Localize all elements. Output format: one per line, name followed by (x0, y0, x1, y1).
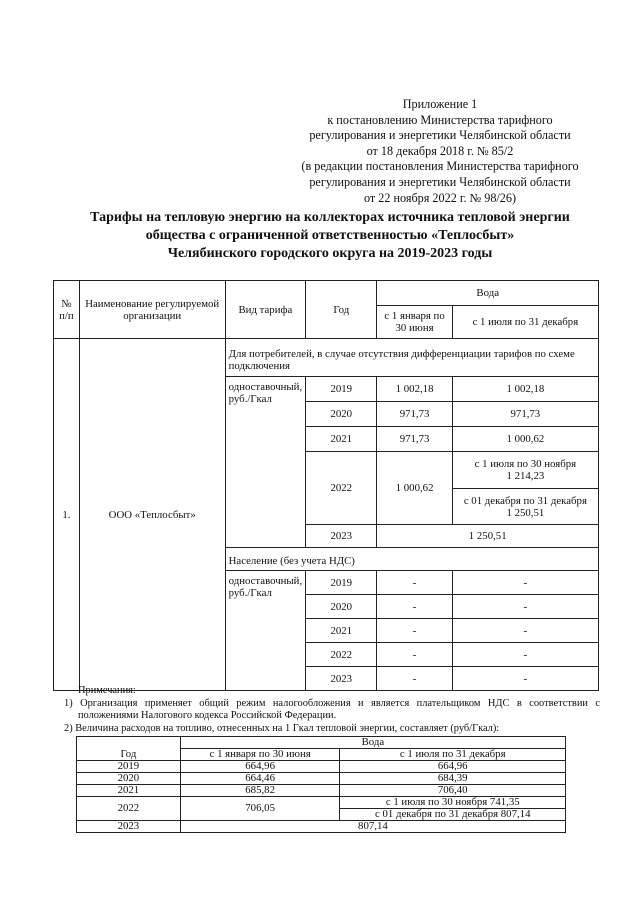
fuel-header-period-1: с 1 января по 30 июня (180, 749, 340, 761)
value-cell-split (452, 489, 598, 525)
split-period-label: с 01 декабря по 31 декабря (463, 494, 587, 507)
value-cell: 971,73 (452, 402, 598, 427)
tariff-type-label: одноставочный, руб./Гкал (225, 571, 306, 691)
split-period-label: с 1 июля по 30 ноября (474, 458, 577, 470)
value-cell: 1 002,18 (377, 377, 452, 402)
fuel-year: 2022 (77, 797, 181, 821)
section-consumers: Для потребителей, в случае отсутствия дифференциации тарифов по схеме подключения (225, 339, 598, 377)
appendix-header (270, 97, 610, 206)
value-cell: - (452, 667, 598, 691)
year-cell: 2022 (306, 452, 377, 525)
fuel-header-year: Год (77, 749, 181, 761)
fuel-value: 706,40 (340, 785, 566, 797)
header-year: Год (306, 281, 377, 339)
fuel-value: 664,96 (180, 761, 340, 773)
appendix-line: к постановлению Министерства тарифного (327, 112, 553, 127)
value-cell: 971,73 (377, 402, 452, 427)
appendix-line: регулирования и энергетики Челябинской области (309, 128, 571, 143)
header-water: Вода (377, 281, 599, 306)
year-cell: 2022 (306, 643, 377, 667)
note-2: 2) Величина расходов на топливо, отнесенных на 1 Гкал тепловой энергии, составляет (руб/Гкал): (64, 722, 500, 734)
org-name: ООО «Теплосбыт» (79, 339, 225, 691)
fuel-year: 2020 (77, 773, 181, 785)
value-cell: - (377, 667, 452, 691)
value-cell: 1 000,62 (452, 427, 598, 452)
value-cell: 1 000,62 (377, 452, 452, 525)
header-tariff-type: Вид тарифа (225, 281, 306, 339)
header-period-2: с 1 июля по 31 декабря (452, 306, 598, 339)
fuel-value: 706,05 (180, 797, 340, 821)
value-cell: - (452, 595, 598, 619)
fuel-value-split: с 1 июля по 30 ноября 741,35 (340, 797, 566, 809)
split-period-value: 1 214,23 (506, 470, 545, 482)
title-line: общества с ограниченной ответственностью «Теплосбыт» (145, 228, 515, 243)
fuel-header-blank (77, 737, 181, 749)
notes (60, 685, 600, 735)
header-num: № п/п (54, 281, 80, 339)
fuel-header-period-2: с 1 июля по 31 декабря (340, 749, 566, 761)
year-cell: 2021 (306, 619, 377, 643)
value-cell: - (452, 643, 598, 667)
value-cell: - (377, 595, 452, 619)
year-cell: 2023 (306, 525, 377, 548)
year-cell: 2019 (306, 377, 377, 402)
fuel-year: 2019 (77, 761, 181, 773)
fuel-year: 2021 (77, 785, 181, 797)
value-cell: - (377, 643, 452, 667)
year-cell: 2023 (306, 667, 377, 691)
fuel-value: 807,14 (180, 821, 565, 833)
value-cell: - (452, 571, 598, 595)
value-cell: - (377, 619, 452, 643)
value-cell: 971,73 (377, 427, 452, 452)
appendix-line: от 18 декабря 2018 г. № 85/2 (366, 143, 514, 158)
header-period-1: с 1 января по 30 июня (377, 306, 452, 339)
fuel-value: 685,82 (180, 785, 340, 797)
header-org: Наименование регулируемой организации (79, 281, 225, 339)
fuel-cost-table (76, 736, 566, 833)
fuel-value-split: с 01 декабря по 31 декабря 807,14 (340, 809, 566, 821)
title-line: Челябинского городского округа на 2019-2023 годы (167, 246, 493, 261)
section-population: Население (без учета НДС) (225, 548, 598, 571)
note-1: 1) Организация применяет общий режим налогообложения и является плательщиком НДС в соответствии с положениями Налогового кодекса Российской Федерации. (64, 697, 600, 721)
title-line: Тарифы на тепловую энергию на коллекторах источника тепловой энергии (90, 210, 570, 225)
fuel-header-water: Вода (180, 737, 565, 749)
value-cell: - (452, 619, 598, 643)
year-cell: 2020 (306, 402, 377, 427)
value-cell: 1 002,18 (452, 377, 598, 402)
appendix-line: от 22 ноября 2022 г. № 98/26) (363, 190, 517, 205)
split-period-value: 1 250,51 (506, 506, 545, 519)
tariff-type-label: одноставочный, руб./Гкал (225, 377, 306, 548)
appendix-line: Приложение 1 (402, 97, 478, 111)
notes-header: Примечания: (78, 685, 136, 696)
fuel-value: 664,46 (180, 773, 340, 785)
fuel-value: 684,39 (340, 773, 566, 785)
tariff-table (53, 280, 599, 691)
document-title (40, 209, 620, 263)
year-cell: 2021 (306, 427, 377, 452)
fuel-value: 664,96 (340, 761, 566, 773)
appendix-line: (в редакции постановления Министерства тарифного (301, 159, 579, 174)
value-cell: 1 250,51 (377, 525, 599, 548)
row-number: 1. (54, 339, 80, 691)
value-cell-split (452, 452, 598, 489)
appendix-line: регулирования и энергетики Челябинской области (309, 174, 571, 189)
fuel-year: 2023 (77, 821, 181, 833)
year-cell: 2019 (306, 571, 377, 595)
year-cell: 2020 (306, 595, 377, 619)
value-cell: - (377, 571, 452, 595)
